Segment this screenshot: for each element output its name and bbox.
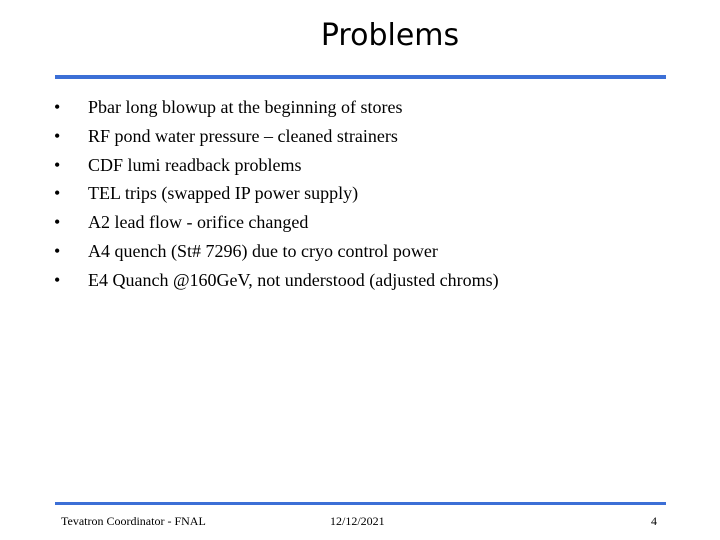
bullet-text: Pbar long blowup at the beginning of stores xyxy=(88,97,403,117)
footer-date: 12/12/2021 xyxy=(330,514,385,528)
bullet-text: A4 quench (St# 7296) due to cryo control power xyxy=(88,240,438,261)
bullet-marker: • xyxy=(54,183,61,204)
bullet-item xyxy=(54,208,674,237)
bullet-list xyxy=(54,93,674,295)
bullet-marker: • xyxy=(54,269,61,290)
bullet-marker: • xyxy=(54,97,61,117)
footer-rule xyxy=(55,502,666,505)
bullet-item xyxy=(54,179,674,208)
footer-page-number: 4 xyxy=(651,514,657,528)
bullet-marker: • xyxy=(54,240,61,261)
bullet-item xyxy=(54,237,674,266)
bullet-text: A2 lead flow - orifice changed xyxy=(88,212,309,233)
bullet-item xyxy=(54,122,674,151)
bullet-marker: • xyxy=(54,125,61,146)
bullet-item xyxy=(54,266,674,295)
bullet-text: CDF lumi readback problems xyxy=(88,154,302,175)
title-underline-rule xyxy=(55,75,666,79)
slide-title: Problems xyxy=(320,18,460,53)
bullet-item xyxy=(54,151,674,180)
bullet-text: E4 Quanch @160GeV, not understood (adjusted chroms) xyxy=(88,269,499,290)
bullet-marker: • xyxy=(54,154,61,175)
bullet-text: RF pond water pressure – cleaned strainers xyxy=(88,125,398,146)
bullet-marker: • xyxy=(54,212,61,233)
bullet-text: TEL trips (swapped IP power supply) xyxy=(88,183,359,204)
bullet-item xyxy=(54,93,674,122)
footer-presenter: Tevatron Coordinator - FNAL xyxy=(61,514,206,528)
